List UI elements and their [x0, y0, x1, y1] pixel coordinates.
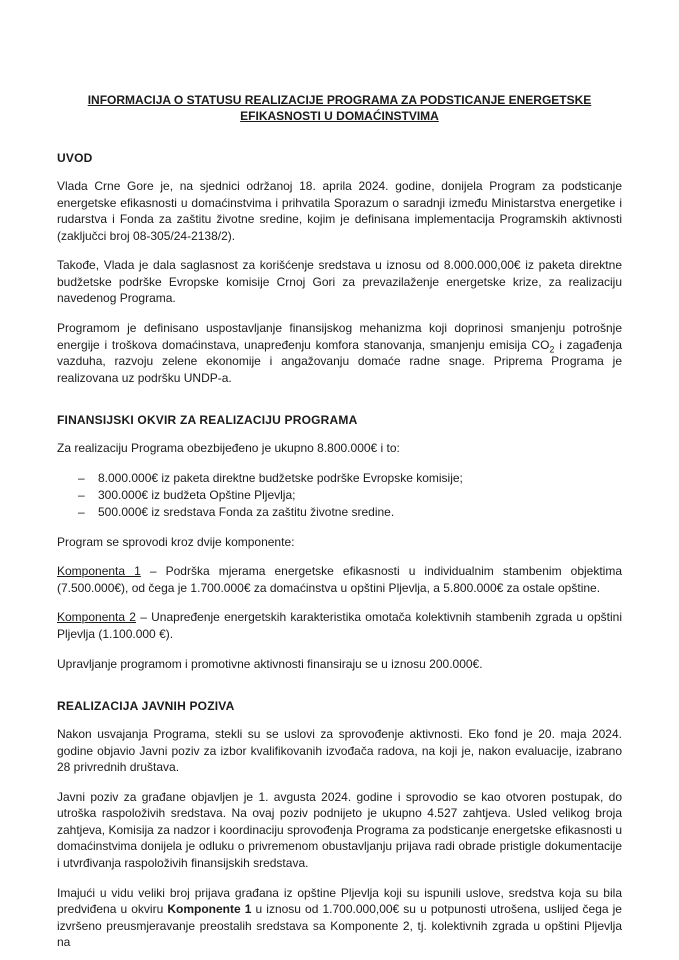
section-heading-uvod: UVOD — [57, 151, 93, 166]
list-item-marker: – — [78, 470, 85, 485]
list-item-marker: – — [78, 487, 85, 502]
list-item-text: 300.000€ iz budžeta Opštine Pljevlja; — [98, 487, 296, 502]
list-item — [57, 470, 622, 487]
paragraph-uvod-2: Takođe, Vlada je dala saglasnost za korišćenje sredstava u iznosu od 8.000.000,00€ iz paketa direktne budžetske podrške Evropske komisije Crnoj Gori za prevazilaženje energetske krize, za realizaciju navedenog Programa. — [57, 258, 622, 306]
section-uvod — [57, 151, 622, 386]
paragraph-komponenta-1 — [57, 563, 622, 596]
document-title: INFORMACIJA O STATUSU REALIZACIJE PROGRAMA ZA PODSTICANJE ENERGETSKE EFIKASNOSTI U DOMAĆINSTVIMA — [87, 93, 592, 123]
paragraph-upravljanje: Upravljanje programom i promotivne aktivnosti finansiraju se u iznosu 200.000€. — [57, 656, 483, 671]
list-item — [57, 504, 622, 521]
budget-bullet-list — [57, 470, 622, 521]
komponenta-1-label: Komponenta 1 — [57, 564, 141, 579]
paragraph-text: Programom je definisano uspostavljanje finansijskog mehanizma koji doprinosi smanjenju potrošnje energije i troškova domaćinstava, unapređenju komfora stanovanja, smanjenju emisija CO — [57, 321, 622, 352]
paragraph-text: – Podrška mjerama energetske efikasnosti u individualnim stambenim objektima (7.500.000€), od čega je 1.700.000€ za domaćinstva u opštini Pljevlja, a 5.800.000€ za ostale opštine. — [57, 564, 622, 595]
list-item-marker: – — [78, 504, 85, 519]
paragraph-text: i zagađenja vazduha, razvoju zelene ekonomije i angažovanju domaće radne snage. Priprema Programa je realizovana uz podršku UNDP-a. — [57, 337, 623, 385]
paragraph-komponente-intro: Program se sprovodi kroz dvije komponente: — [57, 534, 295, 549]
paragraph-text: Imajući u vidu veliki broj prijava građana iz opštine Pljevlja koji su ispunili uslove, sredstva koja su bila predviđena u okviru — [57, 885, 622, 917]
section-realizacija-javnih-poziva — [57, 699, 622, 951]
paragraph-finansijski-intro: Za realizaciju Programa obezbijeđeno je ukupno 8.800.000€ i to: — [57, 441, 400, 456]
paragraph-realizacija-2: Javni poziv za građane objavljen je 1. avgusta 2024. godine i sprovodio se kao otvoren postupak, do utroška raspoloživih sredstava. Na ovaj poziv podnijeto je ukupno 4.527 zahtjeva. Usled velikog broja zahtjeva, Komisija za nadzor i koordinaciju sprovođenja Programa za podsticanje energetske efikasnosti u domaćinstvima donijela je odluku o privremenom obustavljanju prijava radi obrade pristigle dokumentacije i utvrđivanja raspoloživih finansijskih sredstava. — [57, 789, 622, 870]
paragraph-realizacija-1: Nakon usvajanja Programa, stekli su se uslovi za sprovođenje aktivnosti. Eko fond je 20. maja 2024. godine objavio Javni poziv za izbor kvalifikovanih izvođača radova, na koji je, nakon evaluacije, izabrano 28 privrednih društava. — [57, 727, 622, 775]
komponenta-2-label: Komponenta 2 — [57, 610, 136, 625]
section-finansijski-okvir — [57, 413, 622, 672]
list-item — [57, 487, 622, 504]
paragraph-uvod-1: Vlada Crne Gore je, na sjednici održanoj 18. aprila 2024. godine, donijela Program za podsticanje energetske efikasnosti u domaćinstvima i prihvatila Sporazum o saradnji između Ministarstva energetike i rudarstva i Fonda za zaštitu životne sredine, kojim je definisana implementacija Programskih aktivnosti (zaključci broj 08-305/24-2138/2). — [57, 179, 622, 243]
paragraph-uvod-3 — [57, 320, 622, 386]
paragraph-realizacija-3 — [57, 885, 622, 951]
paragraph-text: u iznosu od 1.700.000,00€ su u potpunosti utrošena, uslijed čega je izvršeno preusmjeravanje preostalih sredstava sa Komponente 2, tj. kolektivnih zgrada u opštini Pljevlja na — [57, 902, 622, 950]
section-heading-finansijski-okvir: FINANSIJSKI OKVIR ZA REALIZACIJU PROGRAMA — [57, 413, 358, 428]
list-item-text: 8.000.000€ iz paketa direktne budžetske podrške Evropske komisije; — [98, 470, 463, 485]
komponente-1-bold: Komponente 1 — [167, 902, 252, 917]
co2-subscript: 2 — [549, 343, 555, 354]
section-heading-realizacija: REALIZACIJA JAVNIH POZIVA — [57, 699, 235, 714]
paragraph-komponenta-2 — [57, 609, 622, 642]
paragraph-text: – Unapređenje energetskih karakteristika omotača kolektivnih stambenih zgrada u opštini Pljevlja (1.100.000 €). — [57, 610, 622, 642]
list-item-text: 500.000€ iz sredstava Fonda za zaštitu životne sredine. — [98, 504, 395, 519]
